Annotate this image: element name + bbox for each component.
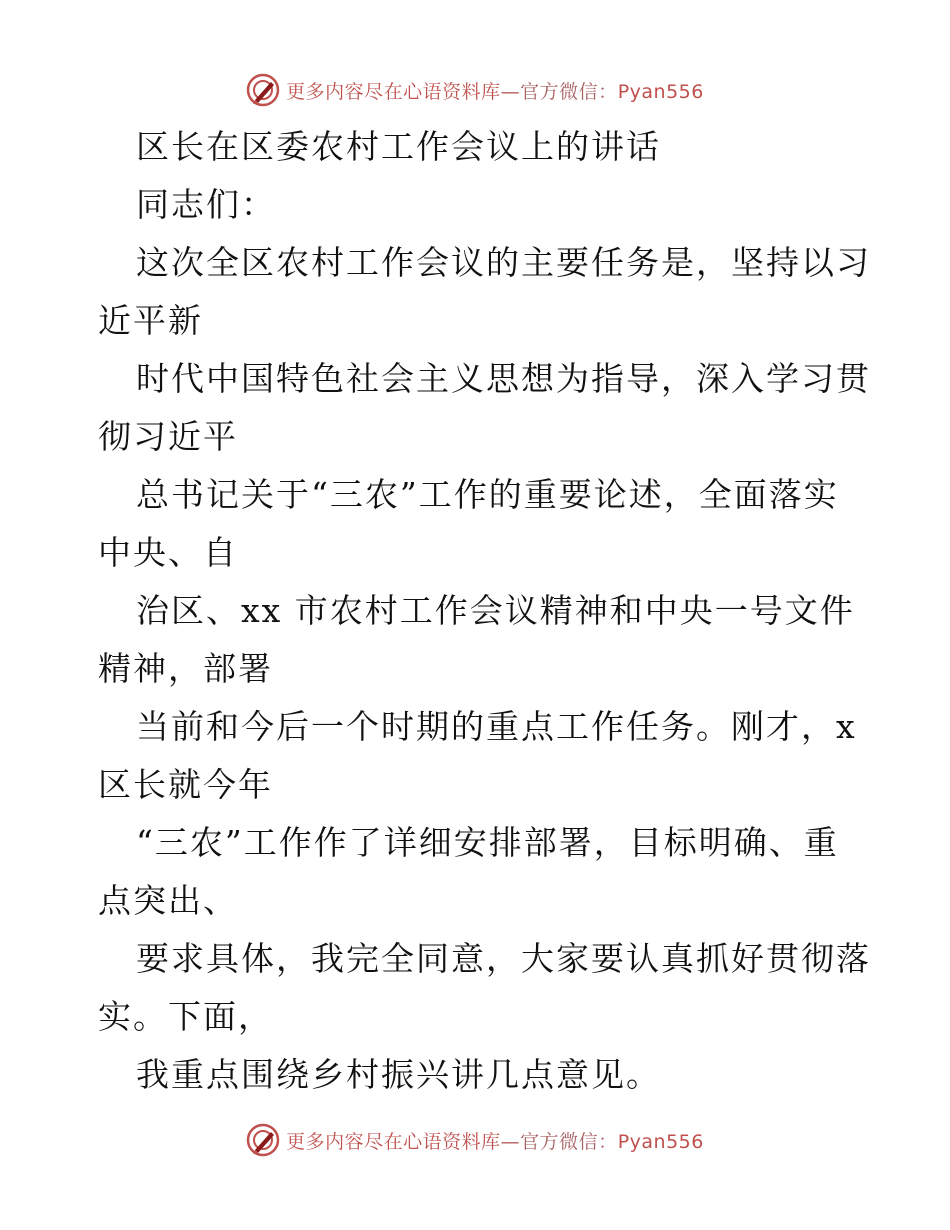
paragraph-line: 点突出、 [98, 881, 238, 920]
paragraph-line: 我重点围绕乡村振兴讲几点意见。 [136, 1055, 661, 1094]
watermark-slogan: 更多内容尽在心语资料库 [286, 1130, 501, 1153]
pen-logo-icon [246, 1123, 280, 1157]
document-title: 区长在区委农村工作会议上的讲话 [136, 127, 661, 166]
paragraph-line: 当前和今后一个时期的重点工作任务。刚才，x [136, 707, 857, 746]
paragraph-line: 精神，部署 [98, 649, 273, 688]
salutation: 同志们： [136, 185, 276, 224]
watermark-separator: — [500, 1130, 521, 1153]
footer-watermark [0, 1120, 950, 1160]
header-watermark [0, 70, 950, 110]
watermark-text [286, 77, 704, 104]
paragraph-line: 区长就今年 [98, 765, 273, 804]
watermark-account: Pyan556 [617, 80, 704, 103]
watermark-slogan: 更多内容尽在心语资料库 [286, 80, 501, 103]
document-body [98, 118, 871, 1104]
paragraph-line: 治区、xx 市农村工作会议精神和中央一号文件 [136, 591, 855, 630]
paragraph-line: 实。下面， [98, 997, 273, 1036]
paragraph-line: 中央、自 [98, 533, 238, 572]
watermark-text [286, 1127, 704, 1154]
paragraph-line: “三农”工作作了详细安排部署，目标明确、重 [136, 823, 839, 862]
paragraph-line: 总书记关于“三农”工作的重要论述，全面落实 [136, 475, 839, 514]
paragraph-line: 时代中国特色社会主义思想为指导，深入学习贯 [136, 359, 871, 398]
paragraph-line: 近平新 [98, 301, 203, 340]
paragraph-line: 要求具体，我完全同意，大家要认真抓好贯彻落 [136, 939, 871, 978]
watermark-separator: — [500, 80, 521, 103]
watermark-account: Pyan556 [617, 1130, 704, 1153]
paragraph-line: 彻习近平 [98, 417, 238, 456]
watermark-label: 官方微信： [520, 80, 618, 103]
paragraph-line: 这次全区农村工作会议的主要任务是，坚持以习 [136, 243, 871, 282]
pen-logo-icon [246, 73, 280, 107]
watermark-label: 官方微信： [520, 1130, 618, 1153]
